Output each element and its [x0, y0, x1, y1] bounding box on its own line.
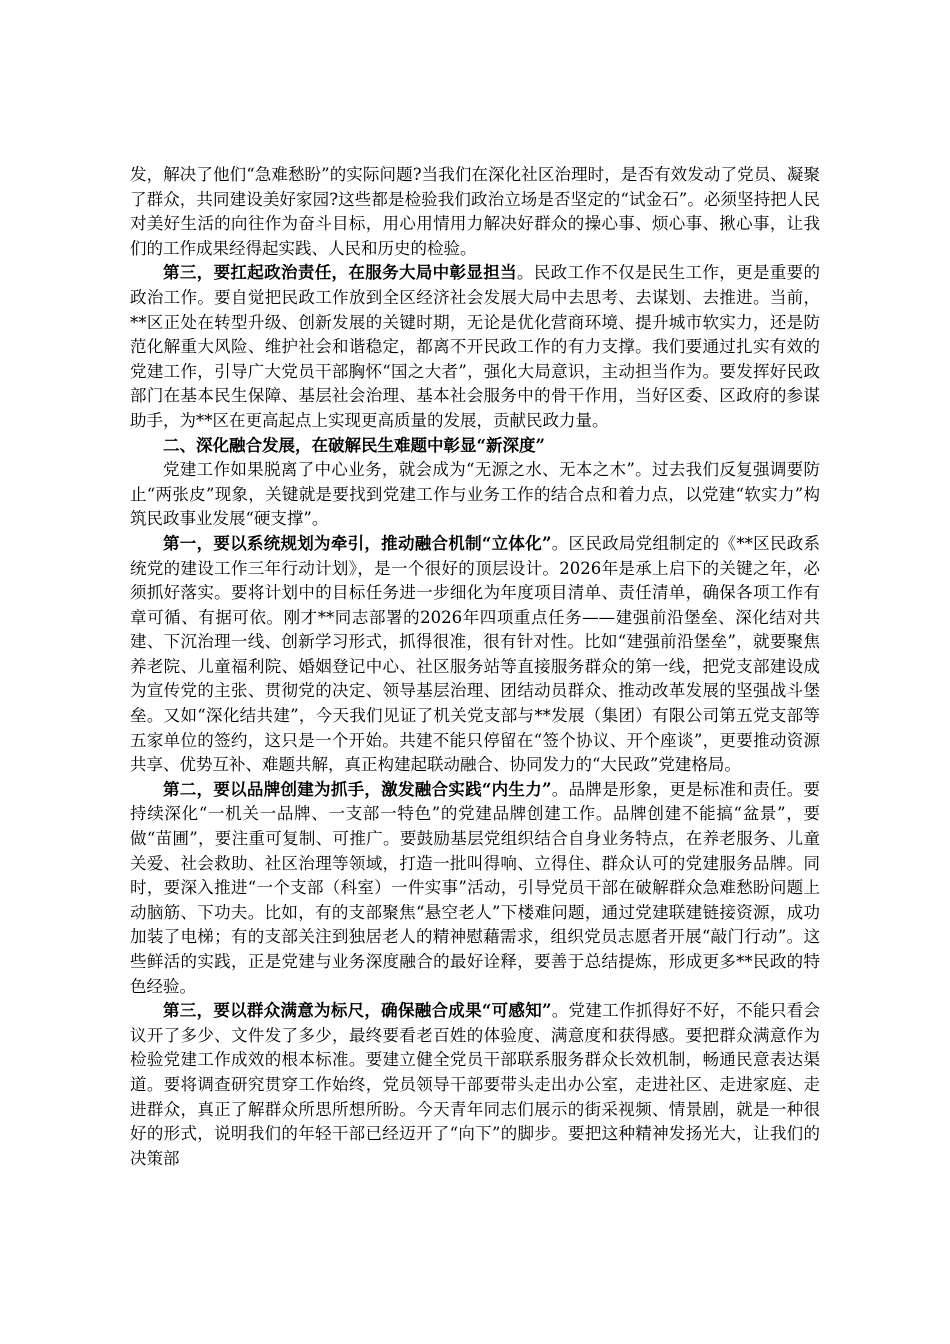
document-body [130, 163, 820, 1171]
paragraph-lead: 第三，要以群众满意为标尺，确保融合成果“可感知” [163, 1001, 552, 1021]
paragraph-5 [130, 778, 820, 999]
paragraph-6 [130, 999, 820, 1171]
paragraph-text: 。党建工作抓得好不好，不能只看会议开了多少、文件发了多少，最终要看老百姓的体验度、满意度和获得感。要把群众满意作为检验党建工作成效的根本标准。要建立健全党员干部联系服务群众长效机制，畅通民意表达渠道。要将调查研究贯穿工作始终，党员领导干部要带头走出办公室，走进社区、走进家庭、走进群众，真正了解群众所思所想所盼。今天青年同志们展示的街采视频、情景剧，就是一种很好的形式，说明我们的年轻干部已经迈开了“向下”的脚步。要把这种精神发扬光大，让我们的决策部 [130, 1001, 821, 1168]
paragraph-text: 。民政工作不仅是民生工作，更是重要的政治工作。要自觉把民政工作放到全区经济社会发展大局中去思考、去谋划、去推进。当前，**区正处在转型升级、创新发展的关键时期，无论是优化营商环境、提升城市软实力，还是防范化解重大风险、维护社会和谐稳定，都离不开民政工作的有力支撑。我们要通过扎实有效的党建工作，引导广大党员干部胸怀“国之大者”，强化大局意识，主动担当作为。要发挥好民政部门在基本民生保障、基层社会治理、基本社会服务中的骨干作用，当好区委、区政府的参谋助手，为**区在更高起点上实现更高质量的发展，贡献民政力量。 [130, 263, 821, 430]
paragraph-text: 。品牌是形象，更是标准和责任。要持续深化“一机关一品牌、一支部一特色”的党建品牌创建工作。品牌创建不能搞“盆景”，要做“苗圃”，要注重可复制、可推广。要鼓励基层党组织结合自身业务特点，在养老服务、儿童关爱、社会救助、社区治理等领域，打造一批叫得响、立得住、群众认可的党建服务品牌。同时，要深入推进“一个支部（科室）一件实事”活动，引导党员干部在破解群众急难愁盼问题上动脑筋、下功夫。比如，有的支部聚焦“悬空老人”下楼难问题，通过党建联建链接资源，成功加装了电梯；有的支部关注到独居老人的精神慰藉需求，组织党员志愿者开展“敲门行动”。这些鲜活的实践，正是党建与业务深度融合的最好诠释，要善于总结提炼，形成更多**民政的特色经验。 [130, 779, 821, 996]
paragraph-1 [130, 163, 820, 261]
paragraph-lead: 第二，要以品牌创建为抓手，激发融合实践“内生力” [163, 779, 552, 799]
paragraph-lead: 第三，要扛起政治责任，在服务大局中彰显担当 [163, 263, 517, 283]
paragraph-text: 发，解决了他们“急难愁盼”的实际问题?当我们在深化社区治理时，是否有效发动了党员、凝聚了群众，共同建设美好家园?这些都是检验我们政治立场是否坚定的“试金石”。必须坚持把人民对美好生活的向往作为奋斗目标，用心用情用力解决好群众的操心事、烦心事、揪心事，让我们的工作成果经得起实践、人民和历史的检验。 [130, 165, 820, 258]
paragraph-text: 党建工作如果脱离了中心业务，就会成为“无源之水、无本之木”。过去我们反复强调要防止“两张皮”现象，关键就是要找到党建工作与业务工作的结合点和着力点，以党建“软实力”构筑民政事业发展“硬支撑”。 [130, 460, 820, 529]
paragraph-lead: 第一，要以系统规划为牵引，推动融合机制“立体化” [163, 533, 552, 553]
paragraph-4 [130, 532, 820, 778]
paragraph-text: 。区民政局党组制定的《**区民政系统党的建设工作三年行动计划》，是一个很好的顶层设计。2026年是承上启下的关键之年，必须抓好落实。要将计划中的目标任务进一步细化为年度项目清单、责任清单，确保各项工作有章可循、有据可依。刚才**同志部署的2026年四项重点任务——建强前沿堡垒、深化结对共建、下沉治理一线、创新学习形式，抓得很准，很有针对性。比如“建强前沿堡垒”，就要聚焦养老院、儿童福利院、婚姻登记中心、社区服务站等直接服务群众的第一线，把党支部建设成为宣传党的主张、贯彻党的决定、领导基层治理、团结动员群众、推动改革发展的坚强战斗堡垒。又如“深化结共建”，今天我们见证了机关党支部与**发展（集团）有限公司第五党支部等五家单位的签约，这只是一个开始。共建不能只停留在“签个协议、开个座谈”，更要推动资源共享、优势互补、难题共解，真正构建起联动融合、协同发力的“大民政”党建格局。 [130, 533, 821, 775]
section-heading: 二、深化融合发展，在破解民生难题中彰显“新深度” [163, 435, 545, 455]
paragraph-3 [130, 458, 820, 532]
paragraph-2 [130, 261, 820, 433]
